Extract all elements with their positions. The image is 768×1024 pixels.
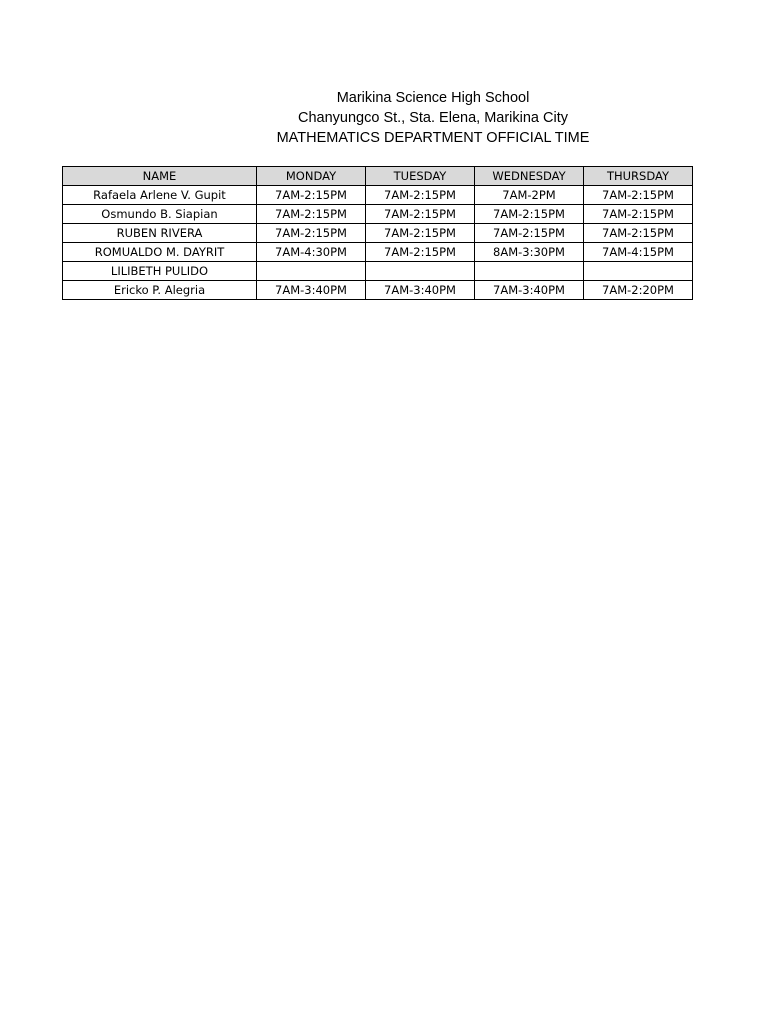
cell-name: Rafaela Arlene V. Gupit bbox=[63, 186, 257, 205]
cell-name: Ericko P. Alegria bbox=[63, 281, 257, 300]
cell-tuesday bbox=[366, 262, 475, 281]
cell-tuesday: 7AM-3:40PM bbox=[366, 281, 475, 300]
cell-name: RUBEN RIVERA bbox=[63, 224, 257, 243]
table-row bbox=[63, 281, 693, 300]
cell-wednesday: 7AM-2:15PM bbox=[475, 224, 584, 243]
column-header-name: NAME bbox=[63, 167, 257, 186]
cell-name: Osmundo B. Siapian bbox=[63, 205, 257, 224]
cell-monday bbox=[257, 262, 366, 281]
table-row bbox=[63, 262, 693, 281]
document-header bbox=[0, 88, 768, 148]
table-row bbox=[63, 243, 693, 262]
cell-name: LILIBETH PULIDO bbox=[63, 262, 257, 281]
cell-tuesday: 7AM-2:15PM bbox=[366, 224, 475, 243]
document-title: MATHEMATICS DEPARTMENT OFFICIAL TIME bbox=[276, 130, 590, 146]
cell-tuesday: 7AM-2:15PM bbox=[366, 243, 475, 262]
column-header-wednesday: WEDNESDAY bbox=[475, 167, 584, 186]
cell-tuesday: 7AM-2:15PM bbox=[366, 205, 475, 224]
column-header-tuesday: TUESDAY bbox=[366, 167, 475, 186]
cell-thursday bbox=[584, 262, 693, 281]
cell-monday: 7AM-2:15PM bbox=[257, 205, 366, 224]
cell-thursday: 7AM-2:15PM bbox=[584, 224, 693, 243]
cell-wednesday bbox=[475, 262, 584, 281]
cell-monday: 7AM-4:30PM bbox=[257, 243, 366, 262]
cell-wednesday: 7AM-2:15PM bbox=[475, 205, 584, 224]
column-header-monday: MONDAY bbox=[257, 167, 366, 186]
cell-thursday: 7AM-2:15PM bbox=[584, 205, 693, 224]
table-header-row bbox=[63, 167, 693, 186]
cell-name: ROMUALDO M. DAYRIT bbox=[63, 243, 257, 262]
column-header-thursday: THURSDAY bbox=[584, 167, 693, 186]
table-row bbox=[63, 186, 693, 205]
cell-thursday: 7AM-4:15PM bbox=[584, 243, 693, 262]
cell-tuesday: 7AM-2:15PM bbox=[366, 186, 475, 205]
school-name: Marikina Science High School bbox=[336, 90, 530, 106]
cell-monday: 7AM-3:40PM bbox=[257, 281, 366, 300]
cell-wednesday: 8AM-3:30PM bbox=[475, 243, 584, 262]
cell-thursday: 7AM-2:20PM bbox=[584, 281, 693, 300]
table-row bbox=[63, 224, 693, 243]
cell-monday: 7AM-2:15PM bbox=[257, 224, 366, 243]
school-address: Chanyungco St., Sta. Elena, Marikina City bbox=[298, 110, 568, 126]
cell-monday: 7AM-2:15PM bbox=[257, 186, 366, 205]
cell-wednesday: 7AM-2PM bbox=[475, 186, 584, 205]
cell-wednesday: 7AM-3:40PM bbox=[475, 281, 584, 300]
official-time-table bbox=[62, 166, 693, 300]
cell-thursday: 7AM-2:15PM bbox=[584, 186, 693, 205]
table-row bbox=[63, 205, 693, 224]
